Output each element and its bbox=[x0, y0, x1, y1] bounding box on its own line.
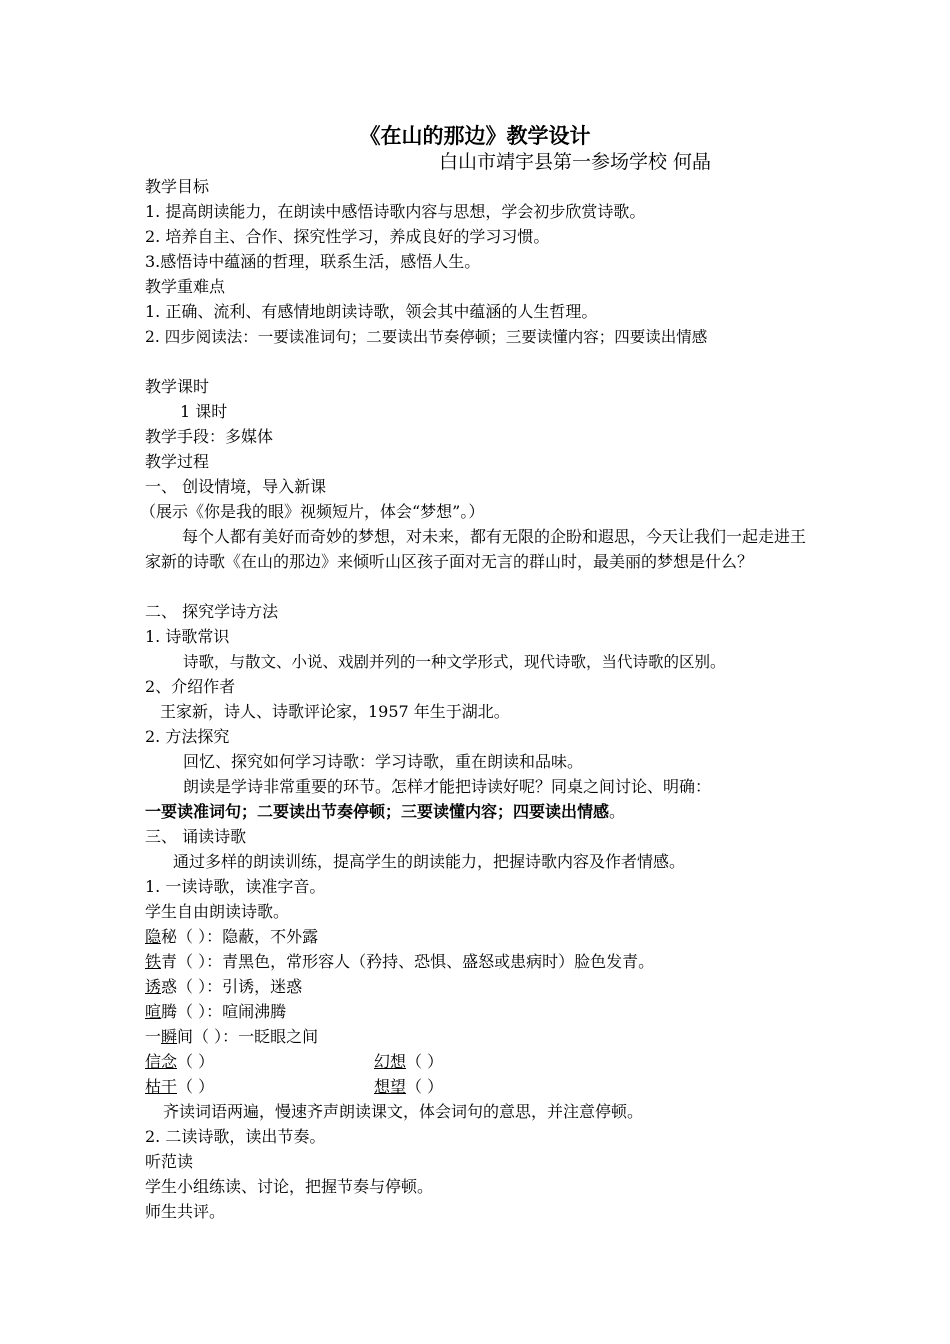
knowledge-1-heading: 1. 诗歌常识 bbox=[145, 627, 230, 646]
vocab-item bbox=[145, 952, 654, 972]
section-2-heading: 二、 探究学诗方法 bbox=[145, 602, 279, 621]
vocab-pair-word: 想望 bbox=[374, 1077, 407, 1096]
process-heading: 教学过程 bbox=[145, 452, 210, 471]
vocab-pair-word: 信念 bbox=[145, 1052, 178, 1071]
vocab-rest: 秘（ ）：隐蔽，不外露 bbox=[161, 927, 319, 946]
vocab-prefix: 一 bbox=[145, 1027, 162, 1046]
document-author: 白山市靖宇县第一参场学校 何晶 bbox=[438, 151, 712, 173]
knowledge-3-text-1: 回忆、探究如何学习诗歌：学习诗歌，重在朗读和品味。 bbox=[183, 752, 584, 771]
knowledge-3-heading: 2. 方法探究 bbox=[145, 727, 230, 746]
knowledge-2-text: 王家新，诗人、诗歌评论家，1957 年生于湖北。 bbox=[160, 702, 510, 721]
vocab-underlined-char: 铁 bbox=[145, 952, 162, 971]
reading-2-heading: 2. 二读诗歌，读出节奏。 bbox=[145, 1127, 326, 1146]
reading-2-line: 师生共评。 bbox=[145, 1202, 226, 1221]
section-3-intro: 通过多样的朗读训练，提高学生的朗读能力，把握诗歌内容及作者情感。 bbox=[173, 852, 686, 871]
goal-item: 2. 培养自主、合作、探究性学习，养成良好的学习习惯。 bbox=[145, 227, 550, 246]
section-3-heading: 三、 诵读诗歌 bbox=[145, 827, 247, 846]
section-1-heading: 一、 创设情境，导入新课 bbox=[145, 477, 327, 496]
hours-value: 1 课时 bbox=[180, 402, 228, 421]
reading-2-line: 听范读 bbox=[145, 1152, 194, 1171]
document-title: 《在山的那边》教学设计 bbox=[359, 123, 591, 148]
hours-heading: 教学课时 bbox=[145, 377, 210, 396]
vocab-pair-word: 枯干 bbox=[145, 1077, 178, 1096]
vocab-item bbox=[145, 1002, 286, 1022]
vocab-pair-row bbox=[374, 1077, 443, 1097]
vocab-pair-row bbox=[374, 1052, 443, 1072]
knowledge-3-text-2: 朗读是学诗非常重要的环节。怎样才能把诗读好呢？同桌之间讨论、明确： bbox=[183, 777, 712, 796]
goals-heading: 教学目标 bbox=[145, 177, 210, 196]
reading-2-line: 学生小组练读、讨论，把握节奏与停顿。 bbox=[145, 1177, 434, 1196]
difficulty-item: 1. 正确、流利、有感情地朗读诗歌，领会其中蕴涵的人生哲理。 bbox=[145, 302, 598, 321]
vocab-rest: 惑（ ）：引诱，迷惑 bbox=[161, 977, 303, 996]
goal-item: 1. 提高朗读能力，在朗读中感悟诗歌内容与思想，学会初步欣赏诗歌。 bbox=[145, 202, 646, 221]
vocab-underlined-char: 隐 bbox=[145, 927, 162, 946]
vocab-item bbox=[145, 1027, 318, 1047]
vocab-pair-row bbox=[145, 1052, 214, 1072]
four-step-method bbox=[145, 802, 625, 822]
vocab-rest: 间（ ）：一眨眼之间 bbox=[177, 1027, 319, 1046]
goal-item: 3.感悟诗中蕴涵的哲理，联系生活，感悟人生。 bbox=[145, 252, 481, 271]
vocab-item bbox=[145, 927, 318, 947]
reading-1-after: 齐读词语两遍，慢速齐声朗读课文，体会词句的意思，并注意停顿。 bbox=[163, 1102, 644, 1121]
four-step-method-bold: 一要读准词句；二要读出节奏停顿；三要读懂内容；四要读出情感 bbox=[145, 802, 610, 821]
knowledge-1-text: 诗歌，与散文、小说、戏剧并列的一种文学形式，现代诗歌，当代诗歌的区别。 bbox=[183, 653, 726, 671]
vocab-underlined-char: 诱 bbox=[145, 977, 162, 996]
vocab-pair-row bbox=[145, 1077, 214, 1097]
teaching-means: 教学手段：多媒体 bbox=[145, 427, 274, 446]
vocab-pair-word: 幻想 bbox=[374, 1052, 407, 1071]
difficulties-heading: 教学重难点 bbox=[145, 277, 226, 296]
vocab-pair-blank: （ ） bbox=[177, 1052, 215, 1071]
knowledge-2-heading: 2、介绍作者 bbox=[145, 677, 236, 696]
reading-1-text: 学生自由朗读诗歌。 bbox=[145, 902, 290, 921]
vocab-rest: 腾（ ）：喧闹沸腾 bbox=[161, 1002, 287, 1021]
vocab-item bbox=[145, 977, 302, 997]
reading-1-heading: 1. 一读诗歌，读准字音。 bbox=[145, 877, 326, 896]
difficulty-item: 2. 四步阅读法：一要读准词句；二要读出节奏停顿；三要读懂内容；四要读出情感 bbox=[145, 328, 708, 346]
vocab-underlined-char: 瞬 bbox=[161, 1027, 178, 1046]
vocab-pair-blank: （ ） bbox=[177, 1077, 215, 1096]
vocab-pair-blank: （ ） bbox=[406, 1077, 444, 1096]
section-1-note: （展示《你是我的眼》视频短片，体会“梦想”。） bbox=[140, 502, 485, 521]
vocab-pair-blank: （ ） bbox=[406, 1052, 444, 1071]
vocab-underlined-char: 喧 bbox=[145, 1002, 162, 1021]
vocab-rest: 青（ ）：青黑色，常形容人（矜持、恐惧、盛怒或患病时）脸色发青。 bbox=[161, 952, 655, 971]
section-1-paragraph: 每个人都有美好而奇妙的梦想，对未来，都有无限的企盼和遐思，今天让我们一起走进王家新的诗歌《在山的那边》来倾听山区孩子面对无言的群山时，最美丽的梦想是什么？ bbox=[145, 527, 807, 571]
four-step-method-end: 。 bbox=[609, 802, 626, 821]
